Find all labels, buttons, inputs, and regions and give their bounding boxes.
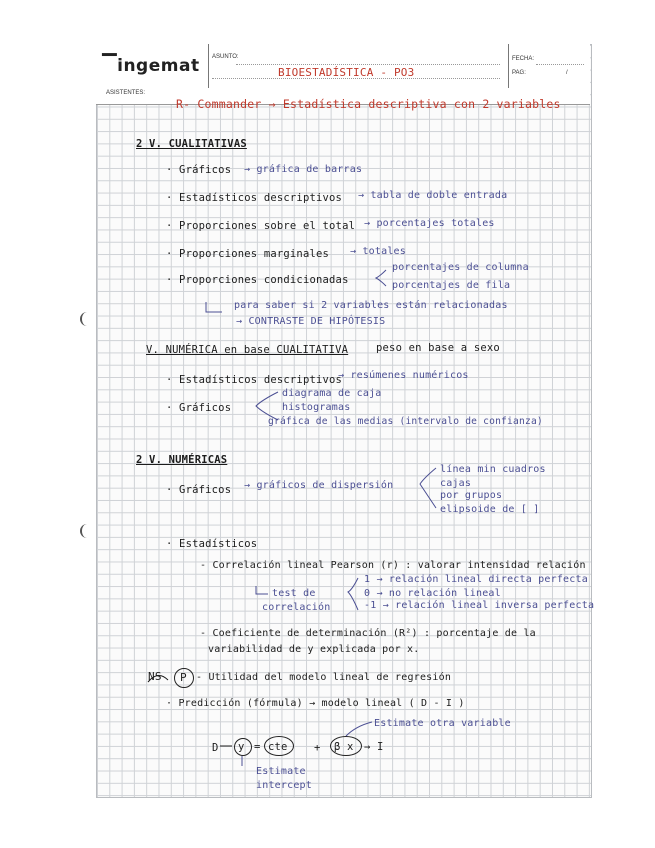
s3-opt-grupos: por grupos xyxy=(440,490,503,501)
s3-test-de: test de xyxy=(272,588,316,599)
formula-equals: = xyxy=(254,741,261,753)
s1-item-prop-condicionadas: · Proporciones condicionadas xyxy=(166,274,349,286)
s3-estadisticos: · Estadísticos xyxy=(166,538,258,550)
s3-coef-determinacion: - Coeficiente de determinación (R²) : porcentaje de la xyxy=(200,628,536,639)
s2-graf-medias: gráfica de las medias (intervalo de confianza) xyxy=(268,416,543,427)
formula-y: y xyxy=(238,741,245,753)
brace-correlation-icon xyxy=(348,578,358,610)
p-mark: P xyxy=(180,671,187,684)
s1-item-prop-marginales: · Proporciones marginales xyxy=(166,248,330,260)
s1-item-estadisticos-result: → tabla de doble entrada xyxy=(358,190,508,201)
s3-opt-cajas: cajas xyxy=(440,478,472,489)
page-title: R- Commander → Estadística descriptiva con 2 variables xyxy=(176,97,561,111)
s3-corr-value-1: 1 → relación lineal directa perfecta xyxy=(364,574,588,585)
logo-text: ingemat xyxy=(117,56,200,76)
asunto-value: BIOESTADÍSTICA - PO3 xyxy=(278,66,415,79)
s2-heading-note: peso en base a sexo xyxy=(376,342,500,354)
intercept-estimate: Estimate xyxy=(256,766,306,777)
s3-correlacion: - Correlación lineal Pearson (r) : valorar intensidad relación xyxy=(200,560,586,571)
s1-note-contraste: → CONTRASTE DE HIPÓTESIS xyxy=(236,316,386,327)
s3-opt-elipsoide: elipsoide de [ ] xyxy=(440,504,540,515)
formula-plus: + xyxy=(314,742,321,754)
section-heading-numericas: 2 V. NUMÉRICAS xyxy=(136,454,228,466)
formula-i: → I xyxy=(364,741,384,753)
s1-item-prop-total: · Proporciones sobre el total xyxy=(166,220,356,232)
ns-mark: NS xyxy=(148,670,162,683)
s3-opt-linea: línea min cuadros xyxy=(440,464,546,475)
section-heading-cualitativas: 2 V. CUALITATIVAS xyxy=(136,138,247,150)
brace-graficos-s2-icon xyxy=(256,392,278,420)
ns-strike-icon xyxy=(148,675,168,682)
formula-cte: cte xyxy=(268,741,288,753)
logo-mark-icon: ▔ xyxy=(102,54,118,76)
s1-note-relacionadas: para saber si 2 variables están relacionadas xyxy=(234,300,508,311)
formula-d: D xyxy=(212,742,219,754)
fecha-label: FECHA: xyxy=(512,56,535,62)
arrow-test-icon xyxy=(256,586,268,594)
s3-coef-variabilidad: variabilidad de y explicada por x. xyxy=(208,644,420,655)
s3-item-graficos: · Gráficos xyxy=(166,484,232,496)
pag-separator: / xyxy=(566,70,568,76)
s3-corr-value-minus1: -1 → relación lineal inversa perfecta xyxy=(364,600,595,611)
intercept-label: intercept xyxy=(256,780,312,791)
pag-label: PAG: xyxy=(512,70,526,76)
s1-cond-fila: porcentajes de fila xyxy=(392,280,511,291)
s3-estimate-otra: Estimate otra variable xyxy=(374,718,511,729)
formula-bx: β x xyxy=(334,741,354,753)
s1-item-prop-marginales-result: → totales xyxy=(350,246,406,257)
s3-prediccion: · Predicción (fórmula) → modelo lineal ( D - I ) xyxy=(166,698,465,709)
s1-item-graficos-result: → gráfica de barras xyxy=(244,164,363,175)
s3-item-graficos-result: → gráficos de dispersión xyxy=(244,480,394,491)
s2-graf-histogramas: histogramas xyxy=(282,402,351,413)
arrow-estimate-icon xyxy=(346,722,372,736)
asunto-label: ASUNTO: xyxy=(212,54,239,60)
s1-item-estadisticos: · Estadísticos descriptivos xyxy=(166,192,343,204)
s2-item-estadisticos: · Estadísticos descriptivos xyxy=(166,374,343,386)
s1-item-graficos: · Gráficos xyxy=(166,164,232,176)
s3-test-correlacion: correlación xyxy=(262,602,331,613)
s3-utilidad: - Utilidad del modelo lineal de regresión xyxy=(196,672,452,683)
s2-item-graficos: · Gráficos xyxy=(166,402,232,414)
s1-cond-columna: porcentajes de columna xyxy=(392,262,529,273)
s2-graf-caja: diagrama de caja xyxy=(282,388,382,399)
s3-corr-value-0: 0 → no relación lineal xyxy=(364,588,501,599)
brace-condicionadas-icon xyxy=(376,270,386,286)
asistentes-label: ASISTENTES: xyxy=(106,90,146,96)
section-heading-numerica-cualitativa: V. NUMÉRICA en base CUALITATIVA xyxy=(146,344,349,356)
arrow-relacionadas-icon xyxy=(206,302,222,312)
brace-graficos-s3-icon xyxy=(420,468,436,508)
s1-item-prop-total-result: → porcentajes totales xyxy=(364,218,495,229)
s2-item-estadisticos-result: → resúmenes numéricos xyxy=(338,370,469,381)
